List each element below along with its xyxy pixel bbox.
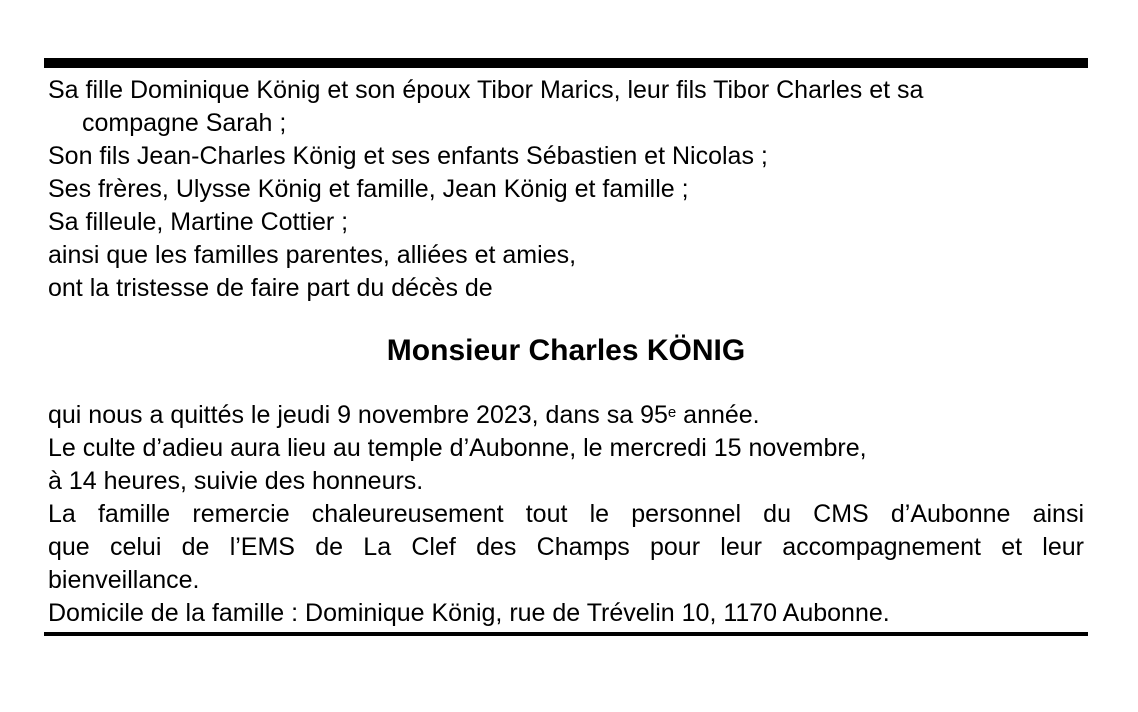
family-line-announcement: ont la tristesse de faire part du décès de bbox=[48, 274, 493, 302]
death-notice bbox=[44, 58, 1088, 636]
family-line-son: Son fils Jean-Charles König et ses enfants Sébastien et Nicolas ; bbox=[48, 142, 768, 170]
family-line-daughter: Sa fille Dominique König et son époux Tibor Marics, leur fils Tibor Charles et sa bbox=[48, 76, 924, 104]
family-line-goddaughter: Sa filleule, Martine Cottier ; bbox=[48, 208, 349, 236]
domicile-line: Domicile de la famille : Dominique König, rue de Trévelin 10, 1170 Aubonne. bbox=[48, 599, 890, 627]
passing-line bbox=[48, 399, 1084, 432]
bottom-rule bbox=[44, 632, 1088, 636]
thanks-line-3: bienveillance. bbox=[48, 566, 200, 594]
passing-text-end: année. bbox=[676, 401, 760, 429]
notice-body bbox=[44, 74, 1088, 630]
deceased-name: Monsieur Charles KÖNIG bbox=[386, 334, 746, 367]
ceremony-line-1: Le culte d’adieu aura lieu au temple d’Aubonne, le mercredi 15 novembre, bbox=[48, 434, 867, 462]
thanks-line-1: La famille remercie chaleureusement tout le personnel du CMS d’Aubonne ainsi bbox=[48, 500, 1084, 528]
thanks-line-2: que celui de l’EMS de La Clef des Champs pour leur accompagnement et leur bbox=[48, 533, 1084, 561]
family-line-brothers: Ses frères, Ulysse König et famille, Jean König et famille ; bbox=[48, 175, 689, 203]
family-line-companion: compagne Sarah ; bbox=[82, 109, 287, 137]
passing-text: qui nous a quittés le jeudi 9 novembre 2023, dans sa 95 bbox=[48, 401, 668, 429]
ceremony-line-2: à 14 heures, suivie des honneurs. bbox=[48, 467, 424, 495]
ordinal-suffix: e bbox=[667, 404, 677, 421]
family-line-relatives: ainsi que les familles parentes, alliées et amies, bbox=[48, 241, 577, 269]
top-rule bbox=[44, 58, 1088, 68]
